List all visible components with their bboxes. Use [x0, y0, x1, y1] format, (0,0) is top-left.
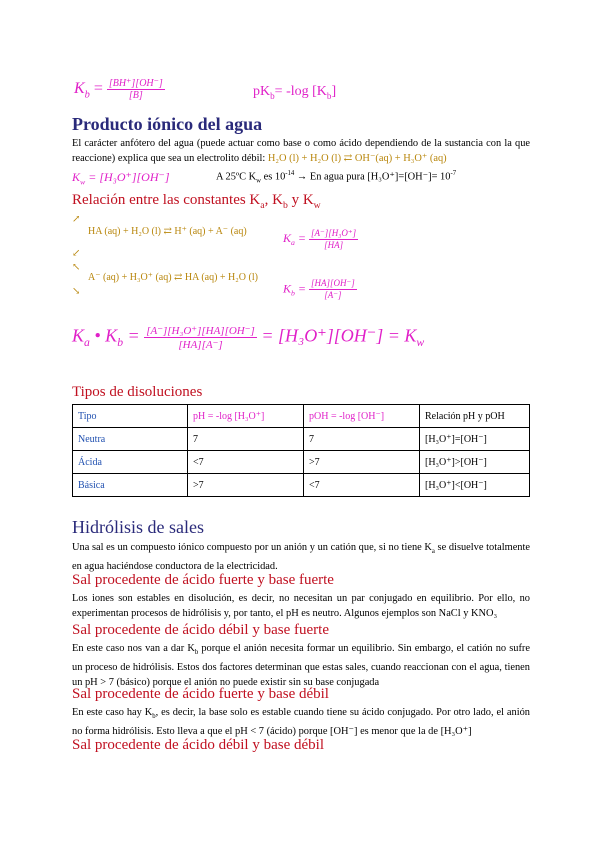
subheading-fuerte-fuerte: Sal procedente de ácido fuerte y base fuerte [72, 572, 334, 588]
pkb-equation [253, 84, 336, 101]
cell-ph: >7 [188, 474, 304, 497]
relacion-title-a: Relación entre las constantes K [72, 192, 261, 208]
kw-subscript: w [80, 177, 86, 187]
section-title-hidrolisis: Hidrólisis de sales [72, 517, 204, 537]
cell-ph: 7 [188, 428, 304, 451]
kb-fraction [107, 78, 165, 101]
cell-relacion: [H₃O⁺]=[OH⁻] [420, 428, 530, 451]
kb2-subscript: b [291, 288, 295, 298]
paragraph-debil-fuerte [72, 641, 530, 690]
kw-note-sup-2: -7 [450, 170, 457, 177]
table-header-row [73, 405, 530, 428]
kb-numerator: [BH⁺][OH⁻] [108, 78, 163, 89]
cell-tipo: Básica [73, 474, 188, 497]
kw-note-sub: w [256, 177, 262, 185]
table-row [73, 474, 530, 497]
relacion-sub-c: w [313, 200, 321, 211]
section-title-producto-ionico: Producto iónico del agua [72, 114, 263, 134]
header-ph: pH = -log [H₃O⁺] [188, 405, 304, 428]
big-rhs-sub: w [416, 336, 425, 350]
relacion-title-c: y K [287, 192, 314, 208]
cell-tipo: Ácida [73, 451, 188, 474]
section-title-relacion [72, 192, 321, 211]
big-rhs: = K [387, 325, 417, 346]
kb-subscript: b [84, 89, 90, 101]
subheading-debil-debil: Sal procedente de ácido débil y base débil [72, 737, 324, 753]
section-title-tipos: Tipos de disoluciones [72, 384, 203, 400]
kw-note-c: → En agua pura [H₃O⁺]=[OH⁻]= 10 [294, 171, 451, 183]
big-middle: = [H₃O⁺][OH⁻] [261, 325, 384, 346]
kw-note-b: es 10 [261, 171, 286, 183]
big-dot: • [94, 325, 101, 346]
kw-note [216, 170, 456, 185]
pkb-end: ] [331, 84, 337, 99]
debil-fuerte-text-b: porque el anión necesita formar un equilibrio. Sin embargo, el catión no sufre un proceso de hidrólisis. Estos dos factores determinan que estas sales, cuando reaccionan con el agua, tienen un pH > 7 (básico) porque el anión no puede existir sin su base conjugada [72, 643, 530, 689]
kw-note-a: A 25ºC K [216, 171, 257, 183]
cell-poh: <7 [304, 474, 420, 497]
ka-denominator: [HA] [324, 240, 344, 250]
ka-subscript: a [291, 238, 295, 248]
paragraph-fuerte-fuerte: Los iones son estables en disolución, es decir, no necesitan un par conjugado en equilibrio. Por ello, no experimentan procesos de hidrólisis y, por tanto, el pH es neutro. Algunos ejemplos son NaCl y KNO₃ [72, 593, 530, 619]
relacion-sub-b: b [282, 200, 288, 211]
arrow-icon: ↘ [72, 286, 81, 297]
debil-fuerte-sub: b [194, 649, 199, 657]
hidrolisis-text-b: se disuelve totalmente en agua haciéndose conductora de la electricidad. [72, 542, 530, 573]
debil-fuerte-text-a: En este caso nos van a dar K [72, 643, 195, 654]
kw-note-sup: -14 [285, 170, 295, 177]
big-kb-sub: b [117, 336, 124, 350]
big-numerator: [A⁻][H₃O⁺][HA][OH⁻] [146, 325, 255, 337]
header-relacion: Relación pH y pOH [420, 405, 530, 428]
tipos-table [72, 404, 530, 497]
kw-rhs: = [H₃O⁺][OH⁻] [88, 170, 170, 184]
kb-equals: = [93, 80, 103, 98]
subheading-fuerte-debil: Sal procedente de ácido fuerte y base débil [72, 686, 329, 702]
cell-ph: <7 [188, 451, 304, 474]
ka-fraction [309, 228, 358, 250]
water-autoionization-reaction: H₂O (l) + H₂O (l) ⇄ OH⁻(aq) + H₃O⁺ (aq) [267, 153, 447, 164]
big-kb-symbol: K [105, 325, 118, 346]
arrow-icon: ↙ [72, 248, 81, 259]
arrow-icon: ↖ [72, 262, 81, 273]
cell-tipo: Neutra [73, 428, 188, 451]
pkb-rest: = -log [K [274, 84, 327, 99]
kb2-symbol: K [283, 281, 292, 296]
ka-numerator: [A⁻][H₃O⁺] [311, 228, 357, 238]
table-row [73, 451, 530, 474]
cell-poh: 7 [304, 428, 420, 451]
big-ka-symbol: K [72, 325, 85, 346]
acid-dissociation-reaction: HA (aq) + H₂O (l) ⇄ H⁺ (aq) + A⁻ (aq) [88, 226, 247, 237]
kb-symbol: K [74, 80, 85, 98]
relacion-sub-a: a [260, 200, 265, 211]
cell-poh: >7 [304, 451, 420, 474]
subheading-debil-fuerte: Sal procedente de ácido débil y base fuerte [72, 622, 329, 638]
fuerte-debil-text-b: , es decir, la base solo es estable cuando tiene su ácido conjugado. Por otro lado, el anión no forma hidrólisis. Esto lleva a que el pH < 7 (ácido) porque [OH⁻] es menor que la de [H₃O⁺] [72, 707, 530, 738]
base-reaction: A⁻ (aq) + H₃O⁺ (aq) ⇄ HA (aq) + H₂O (l) [88, 272, 258, 283]
cell-relacion: [H₃O⁺]>[OH⁻] [420, 451, 530, 474]
big-denominator: [HA][A⁻] [178, 339, 223, 351]
arrow-icon: ↗ [72, 214, 81, 225]
fuerte-debil-sub: b [152, 713, 156, 721]
pkb-subscript: b [270, 90, 275, 101]
table-row [73, 428, 530, 451]
fuerte-debil-text-a: En este caso hay K [72, 707, 153, 718]
big-fraction [144, 324, 257, 351]
pkb-symbol: pK [253, 84, 271, 99]
hidrolisis-sub: a [431, 548, 435, 556]
big-ka-sub: a [84, 336, 90, 350]
kb2-fraction [309, 278, 357, 301]
ka-kb-kw-equation: $K_a$ • $K_b$ = $\frac{\text{[A⁻][H₃O⁺][HA][OH⁻]}}{[HA][A^-]}$ = $[H_3O^+][OH^-] = K_w$ [72, 325, 425, 351]
header-tipo: Tipo [73, 405, 188, 428]
relacion-title-b: , K [264, 192, 283, 208]
cell-relacion: [H₃O⁺]<[OH⁻] [420, 474, 530, 497]
hidrolisis-paragraph [72, 540, 530, 574]
producto-ionico-paragraph [72, 136, 530, 166]
kb2-denominator: [A⁻] [324, 290, 342, 300]
kw-symbol: K [72, 170, 81, 184]
header-poh: pOH = -log [OH⁻] [304, 405, 420, 428]
kb-equation [74, 78, 165, 101]
hidrolisis-text-a: Una sal es un compuesto iónico compuesto por un anión y un catión que, si no tiene K [72, 542, 432, 553]
kb2-numerator: [HA][OH⁻] [311, 278, 355, 288]
ka-symbol: K [283, 230, 292, 245]
kb-relation-equation: $K_b$ = $\frac{[HA][OH^-]}{[A^-]}$ [283, 278, 355, 300]
paragraph-fuerte-debil [72, 705, 530, 739]
ka-equation: $K_a$ = $\frac{\text{[A⁻][H₃O⁺]}}{[HA]}$ [283, 228, 357, 250]
producto-ionico-text: El carácter anfótero del agua (puede actuar como base o como ácido dependiendo de la sustancia con la que reaccione) explica que sea un electrolito débil: [72, 138, 530, 164]
kw-equation [72, 170, 170, 186]
pkb-subscript-2: b [326, 90, 332, 101]
kb-denominator: [B] [128, 90, 143, 101]
